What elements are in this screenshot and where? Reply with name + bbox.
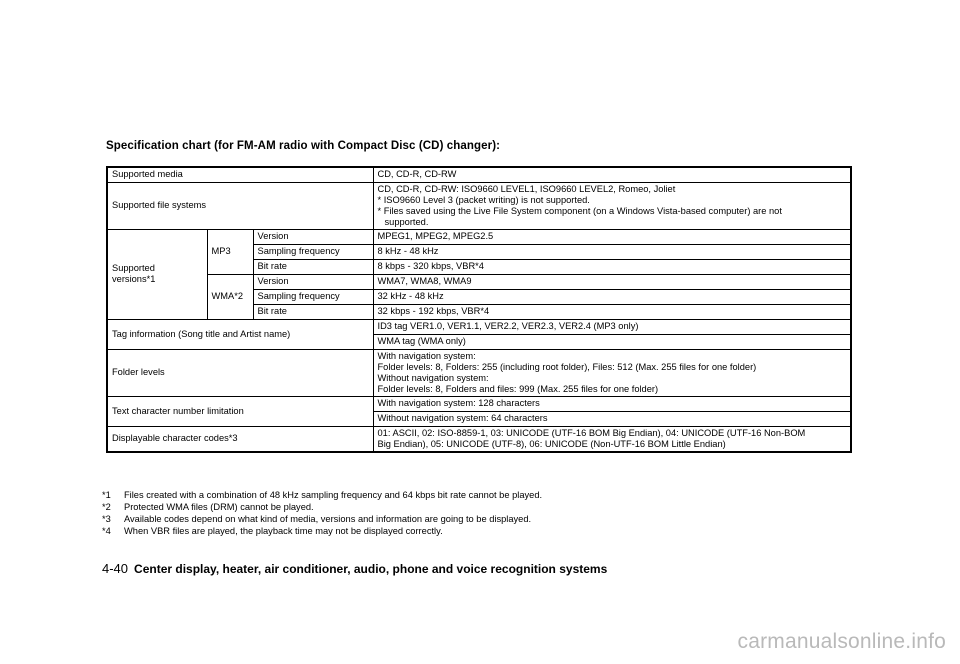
row-value: Without navigation system: 64 characters	[373, 411, 851, 426]
row-label: Folder levels	[107, 349, 373, 396]
row-label: Supported media	[107, 167, 373, 182]
row-label: Tag information (Song title and Artist name)	[107, 319, 373, 349]
row-value: CD, CD-R, CD-RW	[373, 167, 851, 182]
param-name: Bit rate	[253, 304, 373, 319]
param-name: Sampling frequency	[253, 289, 373, 304]
param-value: 32 kbps - 192 kbps, VBR*4	[373, 304, 851, 319]
value-line: 01: ASCII, 02: ISO-8859-1, 03: UNICODE (UTF-16 BOM Big Endian), 04: UNICODE (UTF-16 Non-BOM	[377, 427, 806, 438]
footnote-text: Available codes depend on what kind of media, versions and information are going to be displayed.	[124, 514, 532, 524]
page-heading: Specification chart (for FM-AM radio with Compact Disc (CD) changer):	[106, 140, 501, 152]
table-row	[107, 349, 851, 396]
table-row	[107, 426, 851, 452]
param-name: Version	[253, 229, 373, 244]
value-line: supported.	[384, 216, 429, 227]
table-row	[107, 396, 851, 411]
footnote	[102, 501, 542, 513]
footnote-mark: *3	[102, 514, 111, 524]
watermark: carmanualsonline.info	[737, 630, 946, 653]
value-line: Big Endian), 05: UNICODE (UTF-8), 06: UNICODE (Non-UTF-16 BOM Little Endian)	[377, 438, 726, 449]
param-value: MPEG1, MPEG2, MPEG2.5	[373, 229, 851, 244]
footnote-text: Files created with a combination of 48 kHz sampling frequency and 64 kbps bit rate cannot be played.	[124, 490, 543, 500]
row-label: Displayable character codes*3	[107, 426, 373, 452]
param-value: 8 kHz - 48 kHz	[373, 244, 851, 259]
page-number: 4-40	[102, 561, 129, 576]
specification-table	[106, 166, 852, 453]
value-line: Without navigation system:	[377, 372, 489, 383]
value-line: CD, CD-R, CD-RW: ISO9660 LEVEL1, ISO9660 LEVEL2, Romeo, Joliet	[377, 183, 676, 194]
param-value: WMA7, WMA8, WMA9	[373, 274, 851, 289]
footnote	[102, 489, 542, 501]
param-value: 32 kHz - 48 kHz	[373, 289, 851, 304]
footnote-mark: *1	[102, 490, 111, 500]
value-line: Folder levels: 8, Folders and files: 999 (Max. 255 files for one folder)	[377, 383, 659, 394]
table-row	[107, 229, 851, 244]
value-line: With navigation system:	[377, 350, 476, 361]
row-value	[373, 182, 851, 229]
param-name: Bit rate	[253, 259, 373, 274]
format-wma: WMA*2	[207, 274, 253, 319]
versions-label-line: Supported	[112, 263, 155, 273]
param-name: Version	[253, 274, 373, 289]
format-mp3: MP3	[207, 229, 253, 274]
footnote	[102, 525, 542, 537]
footnote-text: When VBR files are played, the playback time may not be displayed correctly.	[124, 526, 443, 536]
param-value: 8 kbps - 320 kbps, VBR*4	[373, 259, 851, 274]
table-row	[107, 182, 851, 229]
footnote-mark: *2	[102, 502, 111, 512]
value-line: Folder levels: 8, Folders: 255 (including root folder), Files: 512 (Max. 255 files for one folder)	[377, 361, 757, 372]
row-value: With navigation system: 128 characters	[373, 396, 851, 411]
page-footer	[102, 561, 607, 576]
row-value	[373, 426, 851, 452]
row-value: WMA tag (WMA only)	[373, 334, 851, 349]
footnote	[102, 513, 542, 525]
footnote-mark: *4	[102, 526, 111, 536]
table-row	[107, 319, 851, 334]
table-row	[107, 167, 851, 182]
param-name: Sampling frequency	[253, 244, 373, 259]
footnote-text: Protected WMA files (DRM) cannot be played.	[124, 502, 314, 512]
versions-label	[107, 229, 207, 319]
row-value	[373, 349, 851, 396]
table-row	[107, 274, 851, 289]
versions-label-line: versions*1	[112, 274, 156, 284]
row-value: ID3 tag VER1.0, VER1.1, VER2.2, VER2.3, VER2.4 (MP3 only)	[373, 319, 851, 334]
row-label: Supported file systems	[107, 182, 373, 229]
value-line: * Files saved using the Live File System component (on a Windows Vista-based computer) are not	[377, 205, 782, 216]
footnotes	[102, 489, 542, 537]
row-label: Text character number limitation	[107, 396, 373, 426]
value-line: * ISO9660 Level 3 (packet writing) is not supported.	[377, 194, 590, 205]
section-title: Center display, heater, air conditioner, audio, phone and voice recognition systems	[134, 562, 608, 576]
